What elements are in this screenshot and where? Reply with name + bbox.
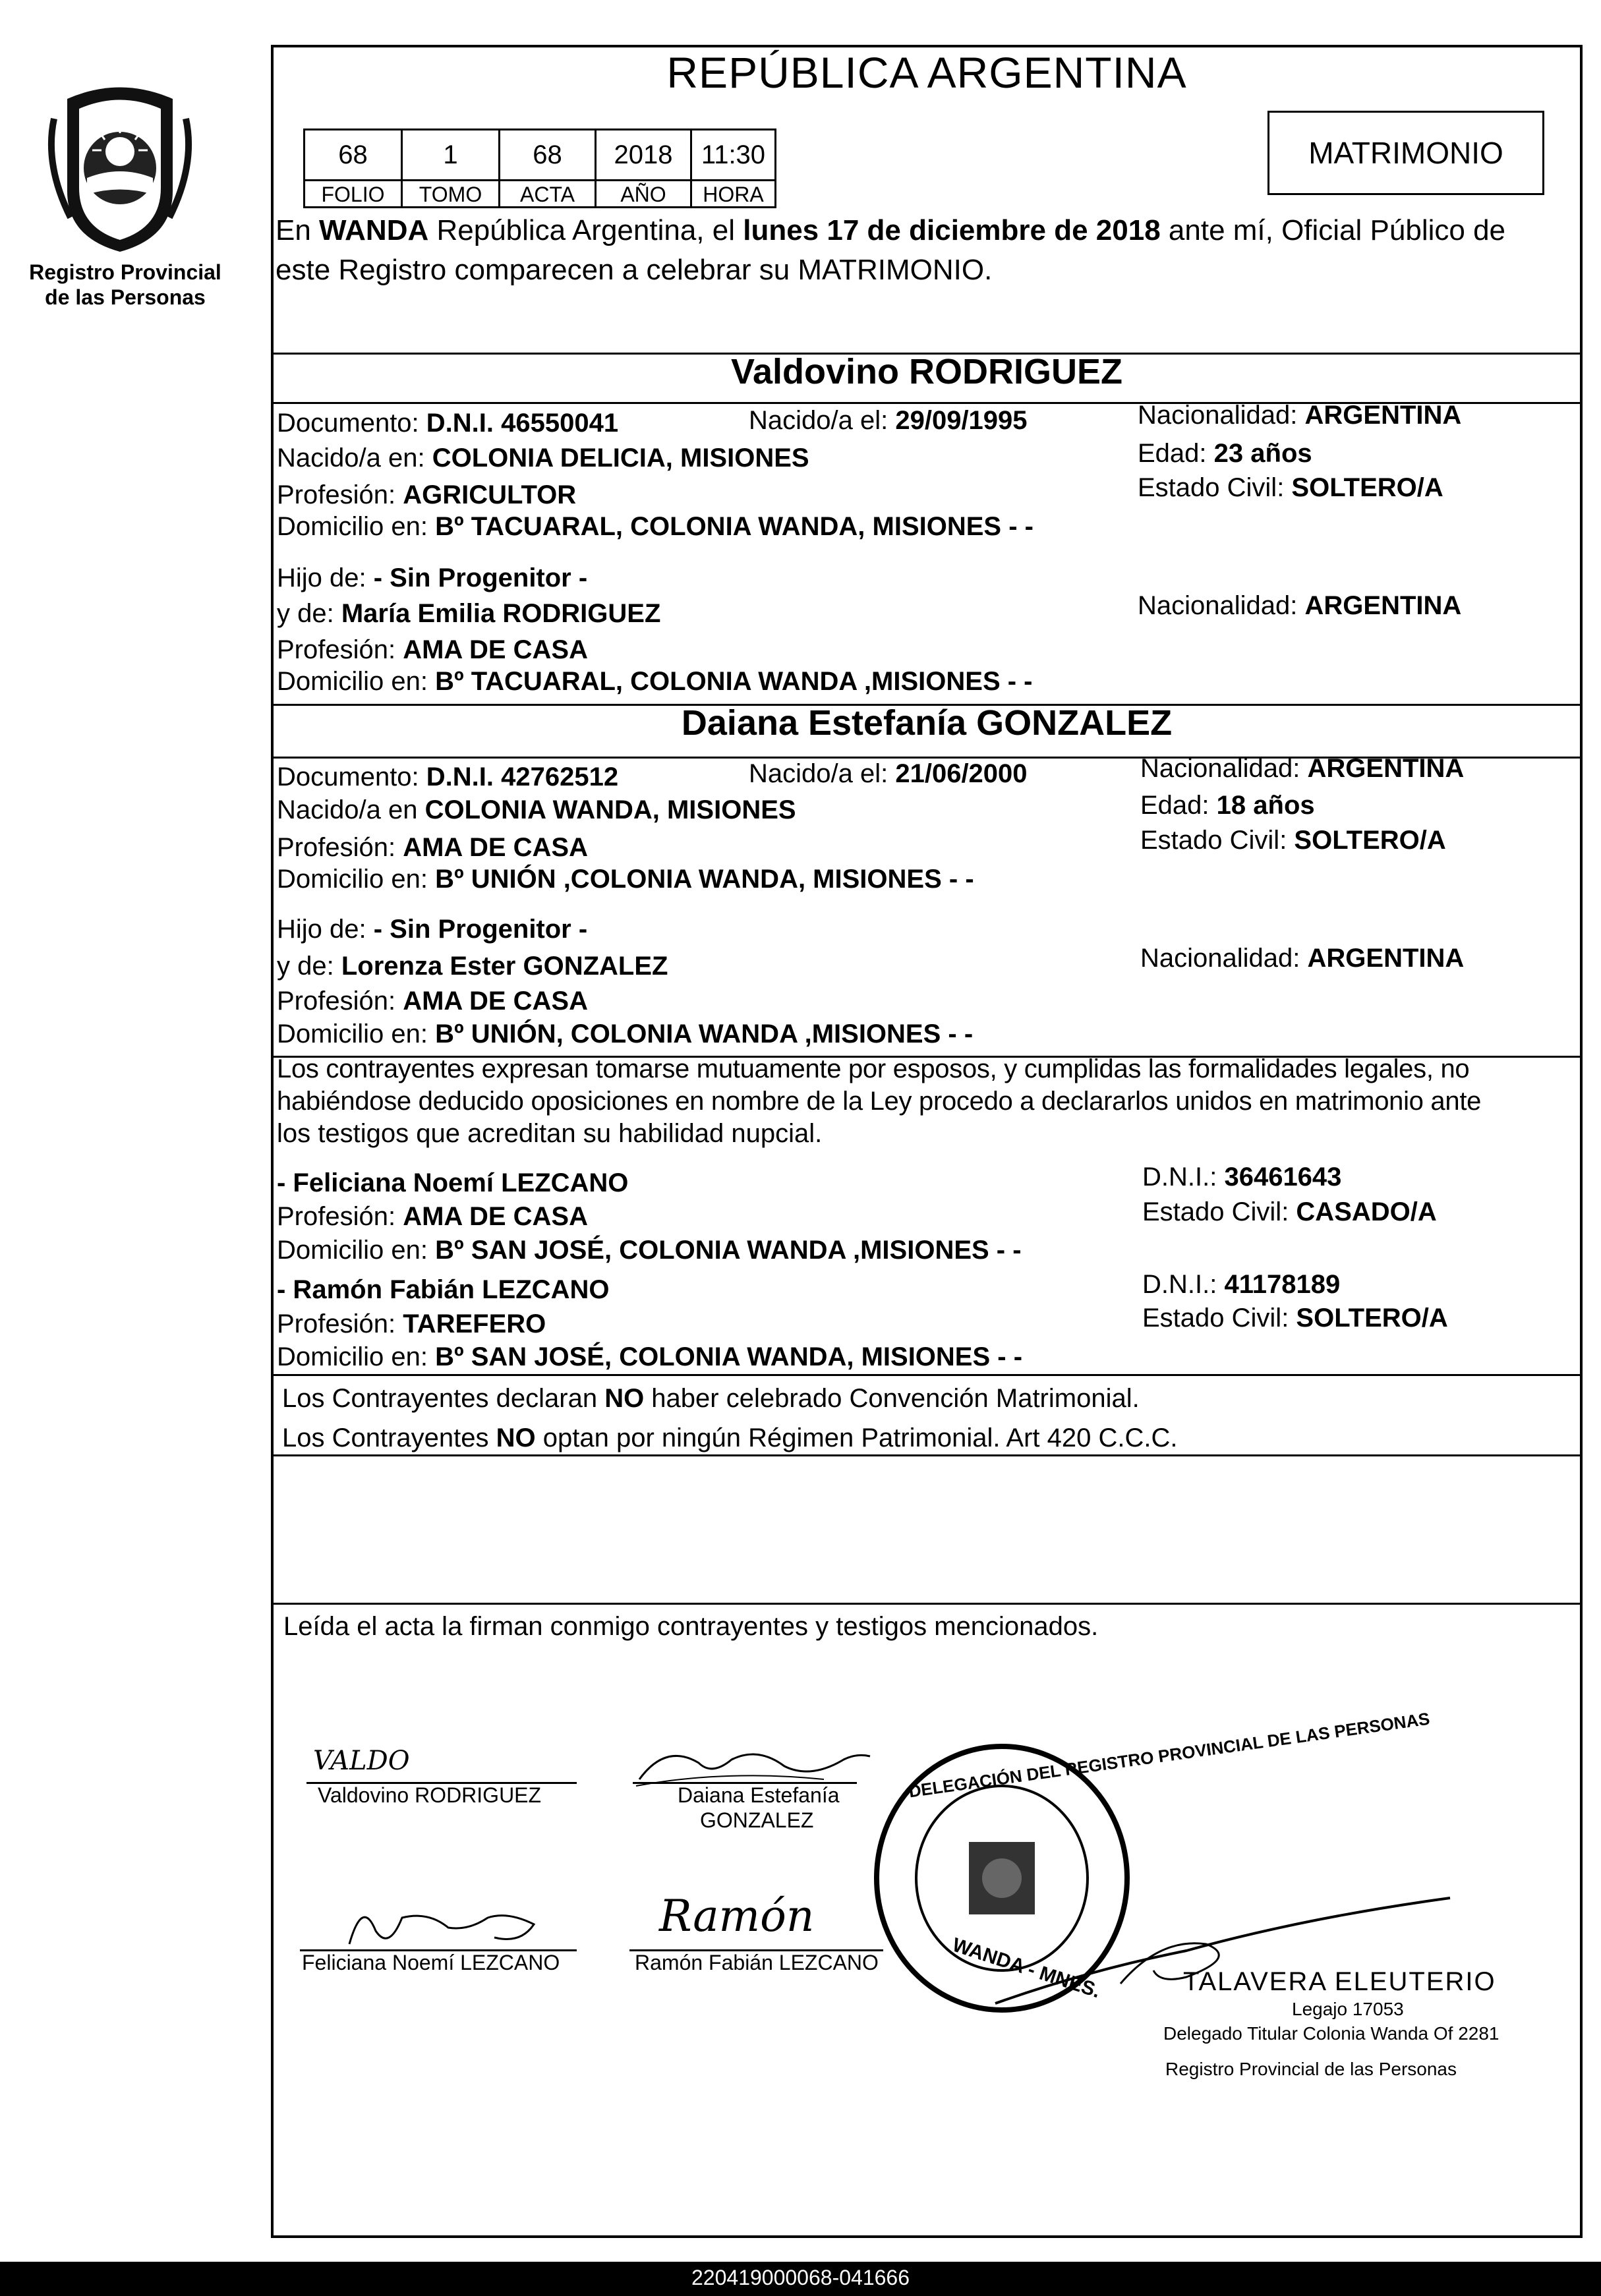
witness1-address: Domicilio en: Bº SAN JOSÉ, COLONIA WANDA ,MISIONES - - (277, 1236, 1022, 1265)
officer-office: Registro Provincial de las Personas (1165, 2059, 1457, 2079)
handwriting-1: VALDO (313, 1746, 410, 1776)
signature-label-4: Ramón Fabián LEZCANO (635, 1951, 879, 1974)
intro-line-1 (276, 215, 1505, 246)
witness2-profession: Profesión: TAREFERO (277, 1309, 546, 1338)
intro-date: lunes 17 de diciembre de 2018 (743, 214, 1161, 246)
regime-line-2: Los Contrayentes NO optan por ningún Régimen Patrimonial. Art 420 C.C.C. (282, 1423, 1178, 1452)
spouse2-parent-nationality: Nacionalidad: ARGENTINA (1140, 944, 1465, 973)
type-box: MATRIMONIO (1267, 111, 1544, 195)
closing-text: Leída el acta la firman conmigo contrayentes y testigos mencionados. (283, 1612, 1099, 1641)
signature-label-2a: Daiana Estefanía (678, 1783, 840, 1807)
intro-place: WANDA (319, 214, 429, 246)
hora-label: HORA (690, 179, 776, 208)
spouse2-parent-address: Domicilio en: Bº UNIÓN, COLONIA WANDA ,MISIONES - - (277, 1019, 974, 1048)
stamp-ring-text: DELEGACIÓN DEL REGISTRO PROVINCIAL DE LAS PERSONAS (907, 1708, 1432, 1802)
spouse1-name: Valdovino RODRIGUEZ (730, 352, 1123, 391)
spouse1-document: Documento: D.N.I. 46550041 (277, 409, 619, 438)
spouse2-parent-profession: Profesión: AMA DE CASA (277, 987, 588, 1016)
witness2-dni: D.N.I.: 41178189 (1142, 1270, 1341, 1299)
spouse1-parent-address: Domicilio en: Bº TACUARAL, COLONIA WANDA ,MISIONES - - (277, 667, 1033, 696)
signature-label-3: Feliciana Noemí LEZCANO (302, 1951, 560, 1974)
spouse1-parent-profession: Profesión: AMA DE CASA (277, 635, 588, 664)
logo-caption-1: Registro Provincial (29, 260, 221, 284)
spouse1-parent-nationality: Nacionalidad: ARGENTINA (1138, 591, 1462, 620)
spouse2-mother: y de: Lorenza Ester GONZALEZ (277, 952, 668, 981)
spouse2-document: Documento: D.N.I. 42762512 (277, 762, 619, 791)
spouse1-father: Hijo de: - Sin Progenitor - (277, 563, 588, 592)
spouse1-address: Domicilio en: Bº TACUARAL, COLONIA WANDA, MISIONES - - (277, 512, 1033, 541)
intro-text-3: ante mí, Oficial Público de (1160, 214, 1506, 246)
handwriting-4: Ramón (659, 1891, 815, 1941)
signature-feliciana (336, 1891, 547, 1951)
page-title: REPÚBLICA ARGENTINA (666, 48, 1187, 97)
declaration-line-3: los testigos que acreditan su habilidad nupcial. (277, 1119, 823, 1148)
spouse2-name: Daiana Estefanía GONZALEZ (681, 703, 1173, 743)
signature-label-1: Valdovino RODRIGUEZ (318, 1783, 542, 1807)
officer-position: Delegado Titular Colonia Wanda Of 2281 (1163, 2023, 1499, 2044)
spouse2-birthplace: Nacido/a en COLONIA WANDA, MISIONES (277, 795, 796, 824)
spouse1-profession: Profesión: AGRICULTOR (277, 480, 577, 509)
logo-caption-2: de las Personas (45, 285, 206, 309)
spouse2-father: Hijo de: - Sin Progenitor - (277, 915, 588, 944)
witness2-address: Domicilio en: Bº SAN JOSÉ, COLONIA WANDA, MISIONES - - (277, 1342, 1023, 1371)
witness1-dni: D.N.I.: 36461643 (1142, 1162, 1342, 1191)
anio-label: AÑO (595, 179, 692, 208)
spouse1-born: Nacido/a el: 29/09/1995 (749, 406, 1028, 435)
hora-value: 11:30 (690, 129, 776, 181)
spouse2-nationality: Nacionalidad: ARGENTINA (1140, 754, 1465, 783)
witness1-profession: Profesión: AMA DE CASA (277, 1202, 588, 1231)
signature-ramon (653, 1885, 863, 1951)
witness2-name: - Ramón Fabián LEZCANO (277, 1275, 610, 1304)
spouse1-mother: y de: María Emilia RODRIGUEZ (277, 599, 661, 628)
stamp-bottom-text: WANDA - MNES. (949, 1934, 1103, 2003)
signature-valdovino (310, 1740, 481, 1779)
officer-legajo: Legajo 17053 (1292, 1999, 1404, 2019)
spouse1-nationality: Nacionalidad: ARGENTINA (1138, 401, 1462, 430)
anio-value: 2018 (595, 129, 692, 181)
spouse2-civil: Estado Civil: SOLTERO/A (1140, 826, 1446, 855)
footer-bar (0, 2262, 1601, 2296)
witness1-name: - Feliciana Noemí LEZCANO (277, 1168, 629, 1197)
regime-line-1: Los Contrayentes declaran NO haber celebrado Convención Matrimonial. (282, 1384, 1140, 1413)
acta-value: 68 (498, 129, 597, 181)
witness2-civil: Estado Civil: SOLTERO/A (1142, 1304, 1448, 1333)
tomo-value: 1 (401, 129, 500, 181)
folio-label: FOLIO (303, 179, 403, 208)
footer-code: 220419000068-041666 (691, 2266, 910, 2289)
intro-text-1: En (276, 214, 320, 246)
acta-label: ACTA (498, 179, 597, 208)
registry-logo (41, 79, 199, 257)
spouse1-civil: Estado Civil: SOLTERO/A (1138, 473, 1443, 502)
witness1-civil: Estado Civil: CASADO/A (1142, 1197, 1437, 1226)
spouse2-address: Domicilio en: Bº UNIÓN ,COLONIA WANDA, MISIONES - - (277, 865, 974, 894)
tomo-label: TOMO (401, 179, 500, 208)
spouse2-profession: Profesión: AMA DE CASA (277, 833, 588, 862)
declaration-line-1: Los contrayentes expresan tomarse mutuamente por esposos, y cumplidas las formalidades legales, no (277, 1054, 1470, 1083)
spouse1-age: Edad: 23 años (1138, 439, 1312, 468)
intro-text-2: República Argentina, el (428, 214, 743, 246)
officer-name: TALAVERA ELEUTERIO (1183, 1967, 1496, 1996)
spouse1-birthplace: Nacido/a en: COLONIA DELICIA, MISIONES (277, 444, 809, 473)
spouse2-born: Nacido/a el: 21/06/2000 (749, 759, 1028, 788)
spouse2-age: Edad: 18 años (1140, 791, 1315, 820)
folio-value: 68 (303, 129, 403, 181)
signature-label-2b: GONZALEZ (700, 1808, 814, 1832)
declaration-line-2: habiéndose deducido oposiciones en nombre de la Ley procedo a declararlos unidos en matrimonio ante (277, 1087, 1482, 1116)
intro-line-2: este Registro comparecen a celebrar su MATRIMONIO. (276, 254, 993, 286)
